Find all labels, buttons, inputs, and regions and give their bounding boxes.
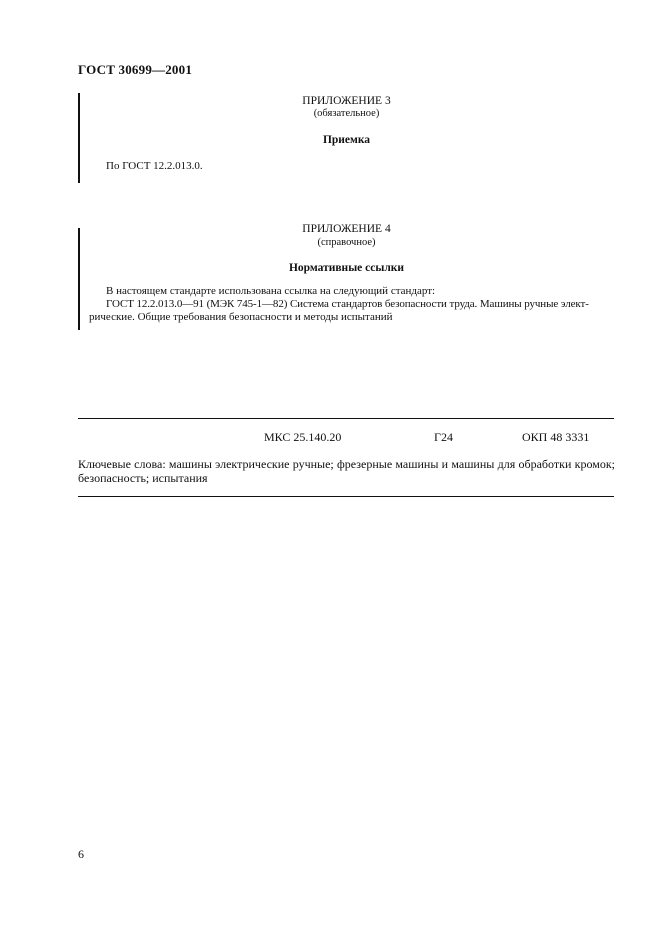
document-code: ГОСТ 30699—2001 [78, 62, 193, 77]
divider-top [78, 418, 614, 419]
okp-code: ОКП 48 3331 [522, 430, 590, 444]
divider-bottom [78, 496, 614, 497]
appendix-3-heading: Приемка [322, 134, 371, 146]
change-bar [78, 93, 80, 183]
keywords: Ключевые слова: машины электрические ручные; фрезерные машины и машины для обработки кромок; безопасность; испытания [78, 457, 615, 485]
appendix-4-heading: Нормативные ссылки [288, 262, 405, 274]
appendix-3-status: (обязательное) [313, 108, 380, 119]
mks-code: МКС 25.140.20 [264, 430, 342, 444]
change-bar [78, 228, 80, 330]
appendix-4-status: (справочное) [317, 237, 376, 248]
appendix-4-line-2: ГОСТ 12.2.013.0—91 (МЭК 745-1—82) Система стандартов безопасности труда. Машины ручные элект- [106, 298, 589, 310]
page-number: 6 [78, 847, 84, 861]
appendix-4-line-3: рические. Общие требования безопасности и методы испытаний [89, 311, 393, 323]
appendix-4-line-1: В настоящем стандарте использована ссылка на следующий стандарт: [106, 285, 436, 297]
group-code: Г24 [434, 430, 453, 444]
appendix-4-title: ПРИЛОЖЕНИЕ 4 [302, 223, 391, 235]
appendix-3-title: ПРИЛОЖЕНИЕ 3 [302, 95, 391, 107]
appendix-3-text: По ГОСТ 12.2.013.0. [106, 160, 203, 172]
